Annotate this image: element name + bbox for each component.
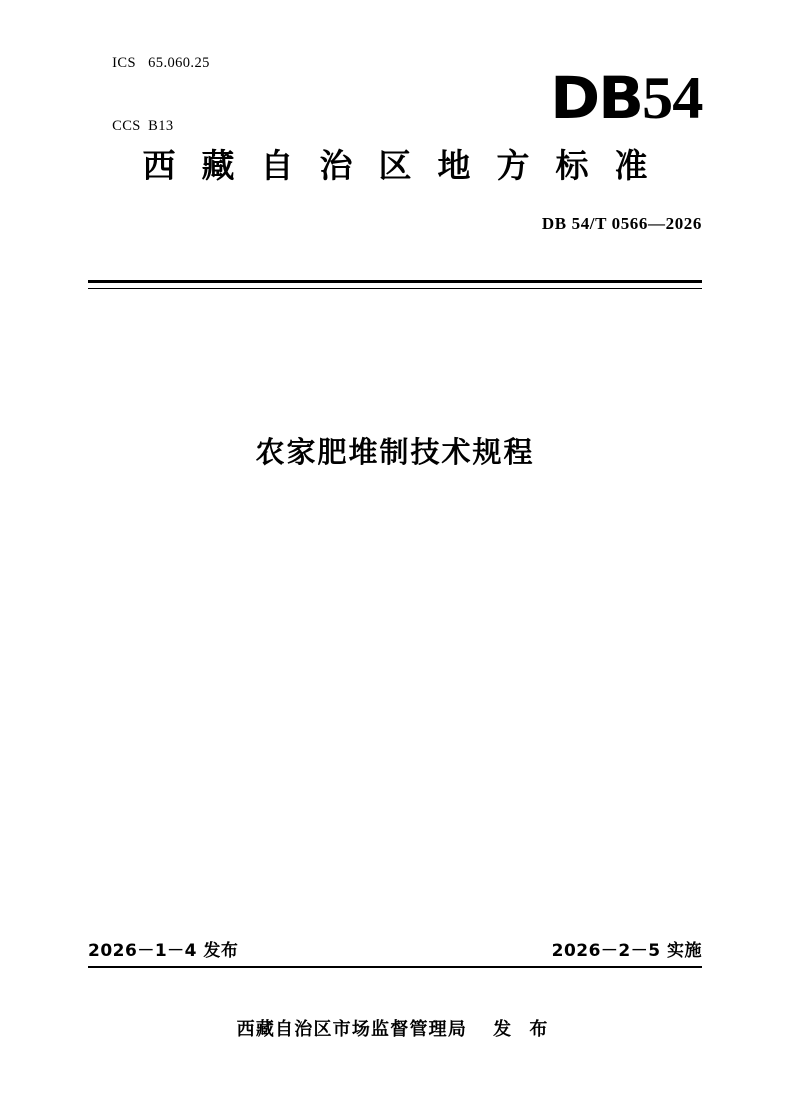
issue-date: 2026－1－4 发布	[88, 941, 239, 961]
page-title: 农家肥堆制技术规程	[255, 435, 535, 469]
ics-value: 65.060.25	[148, 55, 210, 72]
ccs-value: B13	[148, 118, 174, 135]
divider-thick	[88, 280, 702, 283]
standard-number: DB 54/T 0566—2026	[541, 214, 702, 233]
db54-logo-letters: DB	[549, 64, 642, 132]
db54-logo-digits: 54	[641, 65, 702, 131]
authority-title: 西藏自治区地方标准	[142, 146, 674, 185]
dates-row	[88, 936, 702, 961]
ics-label: ICS	[112, 55, 136, 72]
publish-label: 发 布	[493, 1019, 554, 1040]
divider-bottom	[88, 966, 702, 968]
ics-line	[88, 32, 210, 95]
issuer-name: 西藏自治区市场监督管理局	[236, 1019, 468, 1040]
ccs-label: CCS	[112, 118, 141, 135]
effective-date: 2026－2－5 实施	[551, 941, 702, 961]
divider-thin	[88, 288, 702, 289]
issuer-row	[88, 1015, 702, 1041]
db54-logo	[549, 64, 702, 132]
